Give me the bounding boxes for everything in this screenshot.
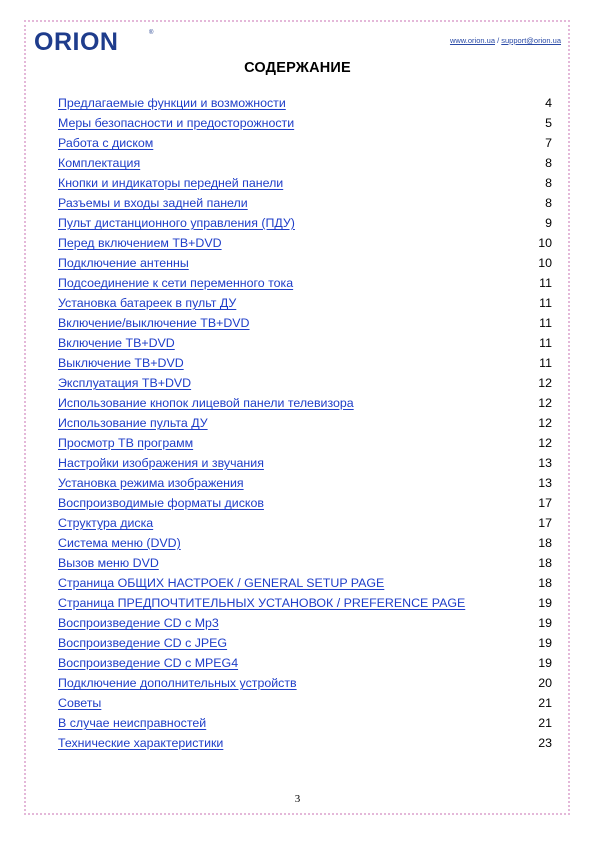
toc-entry-link[interactable]: Эксплуатация ТВ+DVD [58,376,192,390]
toc-entry[interactable] [58,396,552,416]
registered-mark: ® [149,30,154,36]
support-email-link[interactable]: support@orion.ua [501,36,561,45]
toc-entry-page: 18 [538,536,552,550]
toc-entry[interactable] [58,296,552,316]
toc-entry-page: 17 [538,496,552,510]
toc-entry[interactable] [58,336,552,356]
toc-entry-page: 18 [538,576,552,590]
toc-entry-link[interactable]: Установка режима изображения [58,476,244,490]
toc-entry[interactable] [58,716,552,736]
toc-entry-page: 12 [538,396,552,410]
toc-entry-page: 12 [538,436,552,450]
toc-entry-link[interactable]: Выключение ТВ+DVD [58,356,184,370]
toc-entry-page: 11 [539,356,552,370]
toc-entry-page: 18 [538,556,552,570]
toc-entry-link[interactable]: Воспроизведение CD с MPEG4 [58,656,239,670]
toc-entry[interactable] [58,256,552,276]
toc-entry-page: 13 [538,456,552,470]
page-number: 3 [294,793,301,805]
toc-entry-page: 11 [539,316,552,330]
toc-entry[interactable] [58,576,552,596]
toc-entry-page: 10 [538,236,552,250]
toc-entry-link[interactable]: Настройки изображения и звучания [58,456,264,470]
toc-entry-link[interactable]: Меры безопасности и предосторожности [58,116,295,130]
toc-entry-page: 11 [539,276,552,290]
toc-entry[interactable] [58,176,552,196]
toc-entry-link[interactable]: Подключение антенны [58,256,189,270]
toc-entry-link[interactable]: Страница ПРЕДПОЧТИТЕЛЬНЫХ УСТАНОВОК / PREFERENCE PAGE [58,596,466,610]
toc-entry-page: 4 [545,96,552,110]
toc-entry-link[interactable]: Использование пульта ДУ [58,416,208,430]
toc-entry-link[interactable]: В случае неисправностей [58,716,207,730]
toc-entry-page: 8 [545,196,552,210]
toc-entry[interactable] [58,136,552,156]
toc-entry-link[interactable]: Кнопки и индикаторы передней панели [58,176,284,190]
toc-entry-page: 17 [538,516,552,530]
toc-entry[interactable] [58,656,552,676]
toc-entry-page: 19 [538,616,552,630]
toc-entry-link[interactable]: Перед включением ТВ+DVD [58,236,222,250]
toc-entry-link[interactable]: Включение/выключение ТВ+DVD [58,316,250,330]
toc-entry-link[interactable]: Структура диска [58,516,154,530]
toc-entry-link[interactable]: Воспроизведение CD с JPEG [58,636,228,650]
toc-entry-page: 12 [538,416,552,430]
toc-entry-link[interactable]: Пульт дистанционного управления (ПДУ) [58,216,295,230]
orion-logo: ORION [34,28,119,56]
toc-entry[interactable] [58,96,552,116]
toc-entry-link[interactable]: Установка батареек в пульт ДУ [58,296,237,310]
toc-entry[interactable] [58,116,552,136]
toc-entry[interactable] [58,316,552,336]
toc-entry-link[interactable]: Предлагаемые функции и возможности [58,96,286,110]
toc-entry-link[interactable]: Система меню (DVD) [58,536,181,550]
toc-entry-link[interactable]: Разъемы и входы задней панели [58,196,248,210]
toc-entry[interactable] [58,736,552,756]
toc-entry-page: 19 [538,656,552,670]
toc-entry-page: 7 [545,136,552,150]
toc-entry[interactable] [58,616,552,636]
toc-entry[interactable] [58,496,552,516]
header-links [450,36,561,45]
toc-entry-link[interactable]: Подсоединение к сети переменного тока [58,276,294,290]
toc-entry-link[interactable]: Технические характеристики [58,736,224,750]
toc-entry[interactable] [58,636,552,656]
toc-entry-page: 9 [545,216,552,230]
toc-entry-page: 5 [545,116,552,130]
toc-entry[interactable] [58,356,552,376]
page-title: СОДЕРЖАНИЕ [244,60,351,76]
toc-entry-link[interactable]: Работа с диском [58,136,154,150]
toc-entry[interactable] [58,696,552,716]
toc-entry-link[interactable]: Комплектация [58,156,141,170]
toc-entry[interactable] [58,556,552,576]
toc-entry[interactable] [58,276,552,296]
toc-entry-link[interactable]: Страница ОБЩИХ НАСТРОЕК / GENERAL SETUP PAGE [58,576,385,590]
toc-entry-page: 11 [539,296,552,310]
toc-entry[interactable] [58,516,552,536]
toc-entry[interactable] [58,376,552,396]
toc-entry-page: 11 [539,336,552,350]
toc-entry-link[interactable]: Воспроизводимые форматы дисков [58,496,264,510]
toc-entry-page: 19 [538,636,552,650]
toc-entry-link[interactable]: Подключение дополнительных устройств [58,676,297,690]
toc-entry[interactable] [58,196,552,216]
toc-entry-link[interactable]: Воспроизведение CD с Mp3 [58,616,219,630]
toc-entry[interactable] [58,416,552,436]
toc-entry-link[interactable]: Использование кнопок лицевой панели телевизора [58,396,354,410]
toc-entry-page: 19 [538,596,552,610]
toc-entry[interactable] [58,156,552,176]
toc-entry[interactable] [58,236,552,256]
website-link[interactable]: www.orion.ua [449,36,495,45]
toc-entry[interactable] [58,596,552,616]
toc-entry-page: 21 [538,716,552,730]
toc-entry-page: 12 [538,376,552,390]
toc-entry[interactable] [58,676,552,696]
toc-entry-page: 8 [545,176,552,190]
toc-entry-link[interactable]: Вызов меню DVD [58,556,159,570]
table-of-contents [58,96,552,756]
toc-entry[interactable] [58,536,552,556]
toc-entry-page: 8 [545,156,552,170]
toc-entry[interactable] [58,456,552,476]
toc-entry-page: 23 [538,736,552,750]
toc-entry-link[interactable]: Советы [58,696,102,710]
toc-entry[interactable] [58,436,552,456]
toc-entry[interactable] [58,216,552,236]
toc-entry-page: 10 [538,256,552,270]
toc-entry-page: 21 [538,696,552,710]
header-separator: / [495,36,502,45]
toc-entry-link[interactable]: Просмотр ТВ программ [58,436,194,450]
toc-entry-page: 20 [538,676,552,690]
toc-entry[interactable] [58,476,552,496]
toc-entry-page: 13 [538,476,552,490]
toc-entry-link[interactable]: Включение ТВ+DVD [58,336,175,350]
